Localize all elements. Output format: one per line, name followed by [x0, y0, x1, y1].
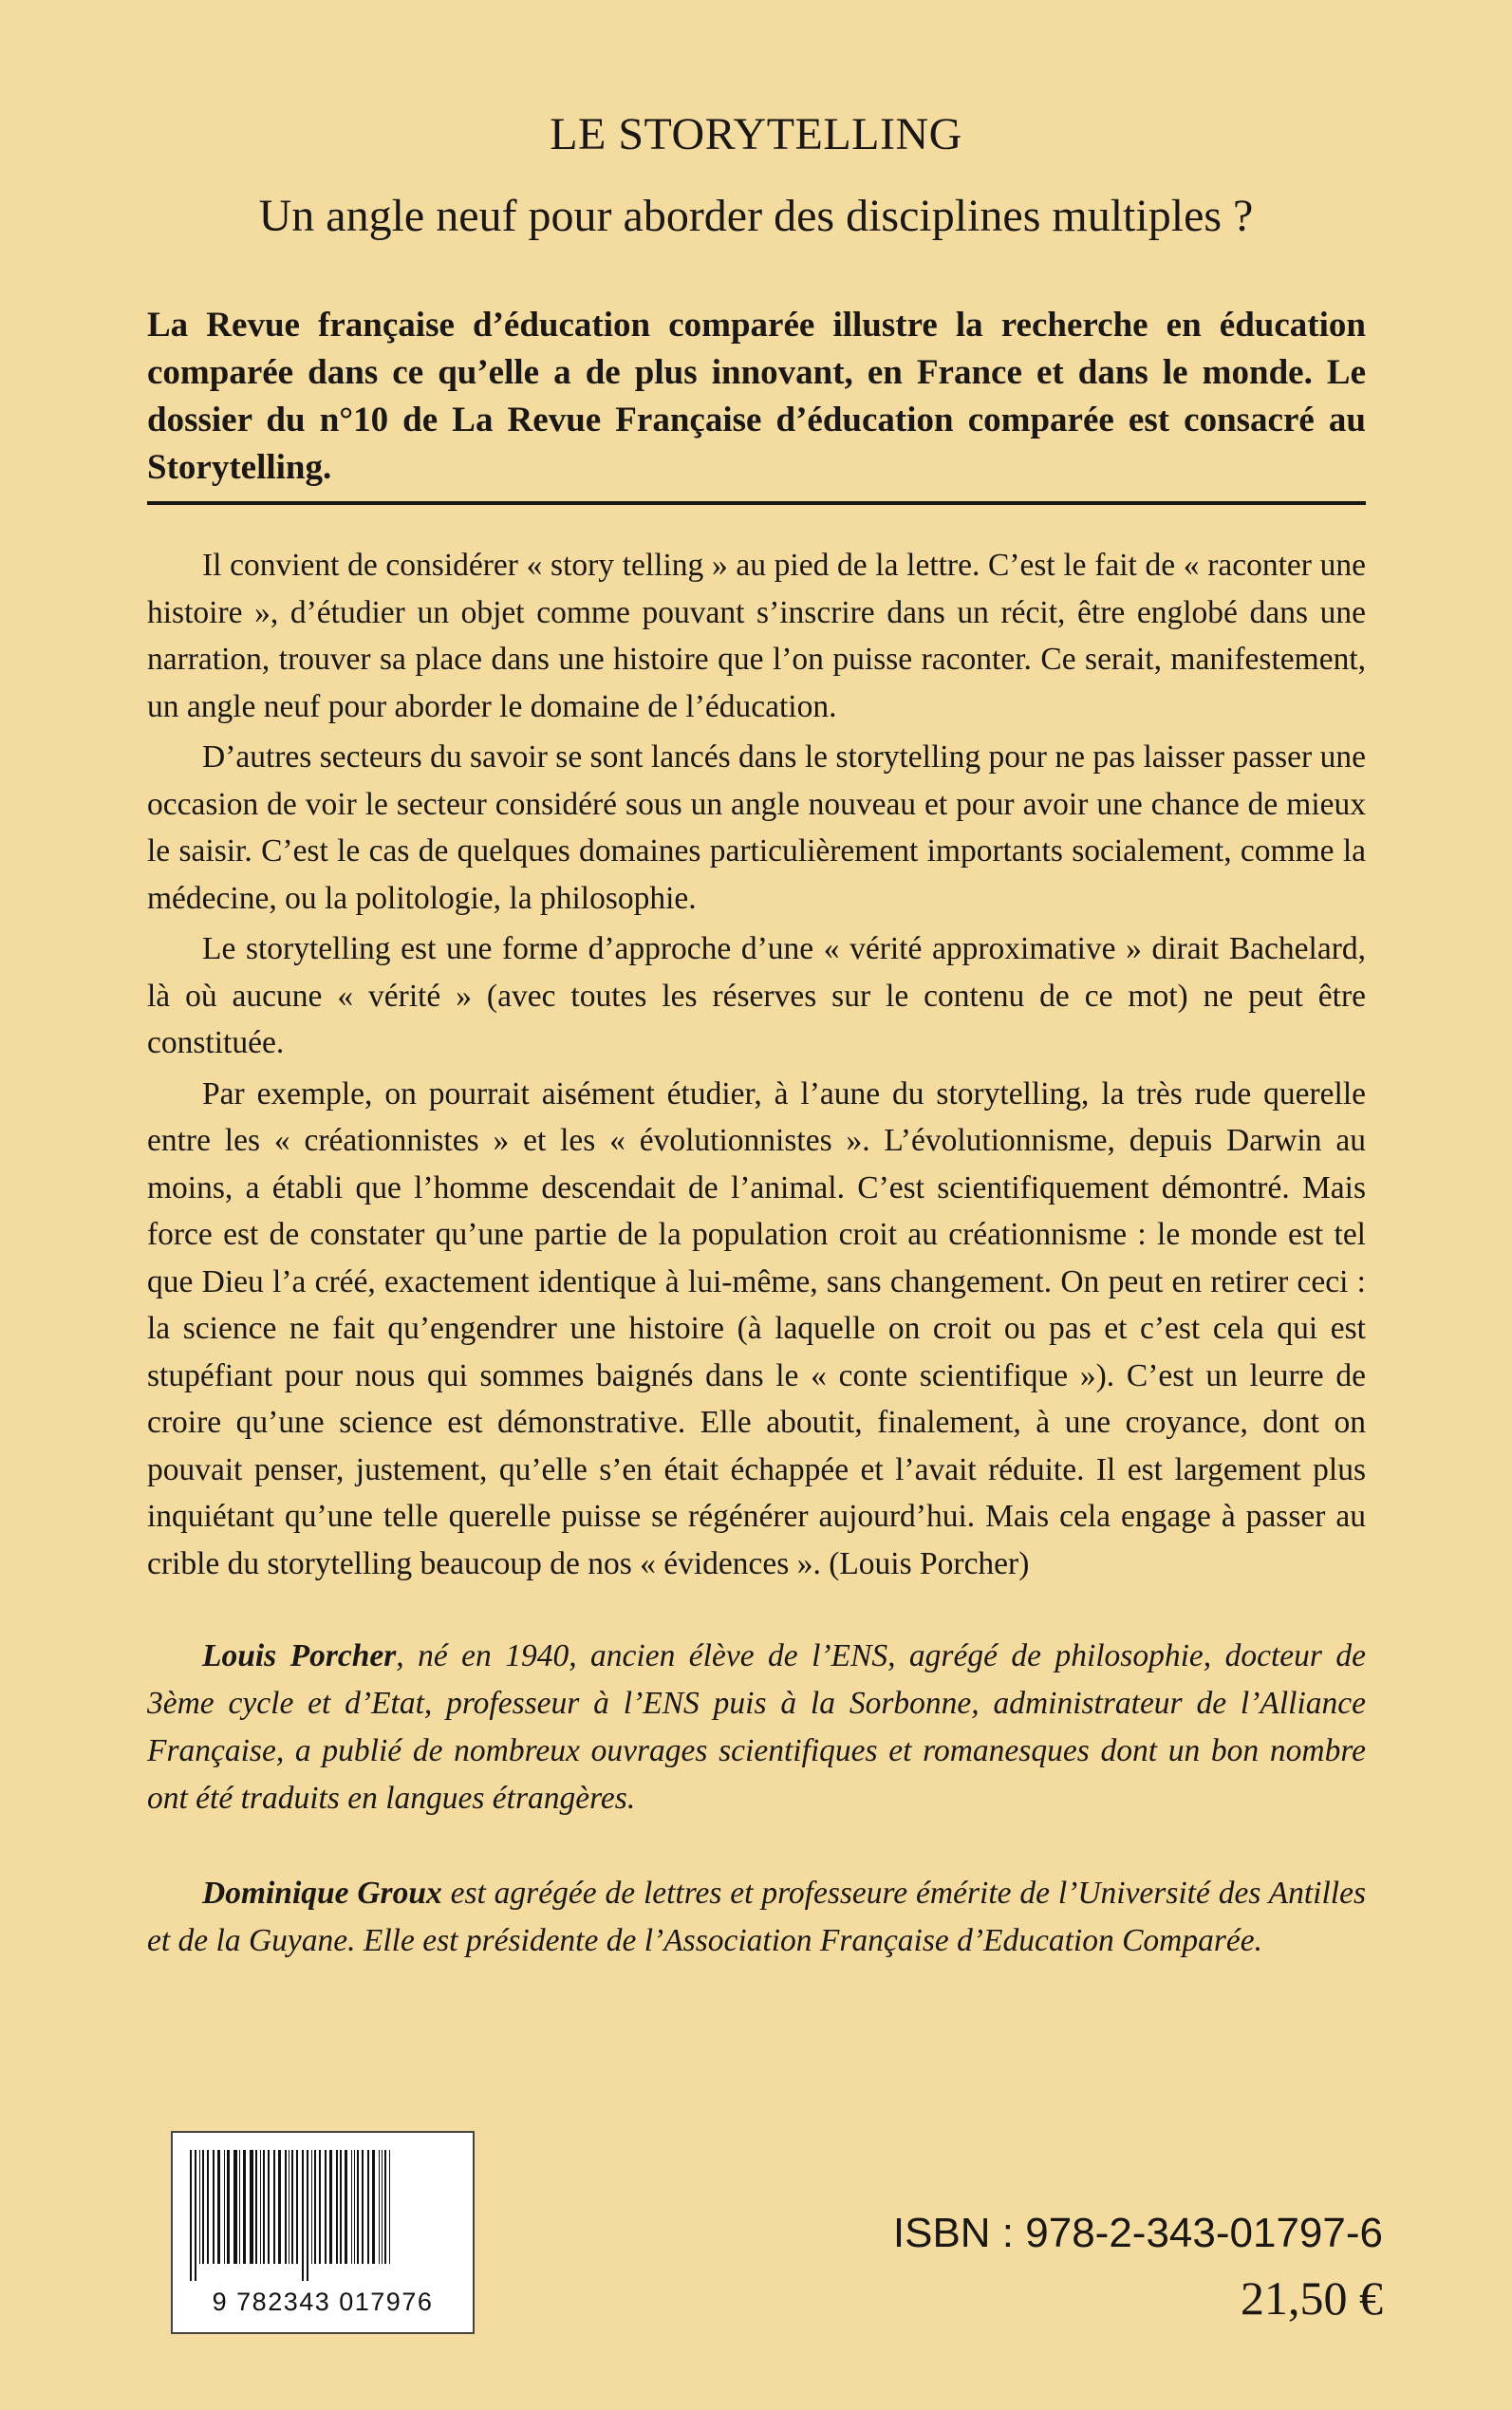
barcode-bar [278, 2150, 281, 2264]
barcode-bar [336, 2150, 338, 2264]
author-bio-porcher [147, 1633, 1366, 1822]
barcode-bar [382, 2150, 383, 2264]
barcode-bar [217, 2150, 220, 2264]
barcode-bar [329, 2150, 332, 2264]
barcode-bar [367, 2150, 369, 2264]
barcode-bar [213, 2150, 215, 2264]
barcode-bar [296, 2150, 298, 2264]
barcode-guard-bar [307, 2150, 308, 2281]
book-subtitle: Un angle neuf pour aborder des disciplines multiples ? [258, 191, 1254, 241]
author-bio-text: est agrégée de lettres et professeure émérite de l’Université des Antilles et de la Guyane. Elle est présidente de l’Association Française d’Education Comparée. [147, 1876, 1366, 1958]
barcode-guard-bar [195, 2150, 196, 2281]
barcode-bar [233, 2150, 237, 2264]
barcode-bar [345, 2150, 347, 2264]
barcode-bar [239, 2150, 240, 2264]
price: 21,50 € [1241, 2271, 1383, 2325]
barcode-bar [285, 2150, 287, 2264]
barcode-guard-bar [190, 2150, 192, 2281]
barcode-bar [224, 2150, 225, 2264]
barcode-bar [260, 2150, 261, 2264]
barcode-bars [182, 2150, 463, 2281]
barcode-guard-bar [302, 2150, 304, 2281]
barcode-bar [354, 2150, 355, 2264]
body-paragraph: Par exemple, on pourrait aisément étudier, à l’aune du storytelling, la très rude querelle entre les « créationnistes » et les « évolutionnistes ». L’évolutionnisme, depuis Darwin au moins, a établi que l’homme descendait de l’animal. C’est scientifiquement démontré. Mais force est de constater qu’une partie de la population croit au créationnisme : le monde est tel que Dieu l’a créé, exactement identique à lui-même, sans changement. On peut en retirer ceci : la science ne fait qu’engendrer une histoire (à laquelle on croit ou pas et c’est cela qui est stupéfiant pour nous qui sommes baignés dans le « conte scientifique »). C’est un leurre de croire qu’une science est démonstrative. Elle aboutit, finalement, à une croyance, dont on pouvait penser, justement, qu’elle s’en était échappée et l’avait réduite. Il est largement plus inquiétant qu’une telle querelle puisse se régénérer aujourd’hui. Mais cela engage à passer au crible du storytelling beaucoup de nos « évidences ». (Louis Porcher) [147, 1075, 1366, 1581]
barcode-bar [372, 2150, 375, 2264]
barcode-bar [268, 2150, 270, 2264]
barcode-digits: 9 782343 017976 [212, 2288, 434, 2316]
isbn: ISBN : 978-2-343-01797-6 [892, 2210, 1383, 2256]
barcode-bar [362, 2150, 364, 2264]
body-text [147, 542, 1366, 1591]
barcode-bar [357, 2150, 359, 2264]
body-paragraph: Le storytelling est une forme d’approche d’une « vérité approximative » dirait Bachelard, là où aucune « vérité » (avec toutes les réserves sur le contenu de ce mot) ne peut être constituée. [147, 931, 1366, 1060]
barcode-bar [325, 2150, 327, 2264]
author-name: Louis Porcher [202, 1638, 397, 1673]
barcode-bar [227, 2150, 230, 2264]
barcode-bar [379, 2150, 380, 2264]
barcode-bar [314, 2150, 316, 2264]
barcode-bar [319, 2150, 321, 2264]
barcode-bar [340, 2150, 342, 2264]
barcode-bar [250, 2150, 253, 2264]
barcode-bar [243, 2150, 246, 2264]
barcode [171, 2131, 475, 2334]
barcode-bar [263, 2150, 265, 2264]
barcode-bar [255, 2150, 257, 2264]
barcode-bar [273, 2150, 275, 2264]
body-paragraph: Il convient de considérer « story telling » au pied de la lettre. C’est le fait de « raconter une histoire », d’étudier un objet comme pouvant s’inscrire dans un récit, être englobé dans une narration, trouver sa place dans une histoire que l’on puisse raconter. Ce serait, manifestement, un angle neuf pour aborder le domaine de l’éducation. [147, 548, 1366, 724]
intro-paragraph [147, 302, 1366, 492]
divider-rule [147, 501, 1366, 505]
barcode-bar [199, 2150, 200, 2264]
barcode-bar [351, 2150, 352, 2264]
intro-text: La Revue française d’éducation comparée illustre la recherche en éducation comparée dans ce qu’elle a de plus innovant, en France et dans le monde. Le dossier du n°10 de La Revue Française d’éducation comparée est consacré au Storytelling. [147, 306, 1366, 487]
barcode-bar [202, 2150, 204, 2264]
book-title: LE STORYTELLING [550, 109, 962, 159]
barcode-bar [389, 2150, 390, 2264]
author-bio-text: , né en 1940, ancien élève de l’ENS, agrégé de philosophie, docteur de 3ème cycle et d’Etat, professeur à l’ENS puis à la Sorbonne, administrateur de l’Alliance Française, a publié de nombreux ouvrages scientifiques et romanesques dont un bon nombre ont été traduits en langues étrangères. [147, 1638, 1366, 1816]
author-name: Dominique Groux [202, 1876, 442, 1911]
barcode-bar [311, 2150, 312, 2264]
barcode-bar [384, 2150, 386, 2264]
body-paragraph: D’autres secteurs du savoir se sont lancés dans le storytelling pour ne pas laisser passer une occasion de voir le secteur considéré sous un angle nouveau et pour avoir une chance de mieux le saisir. C’est le cas de quelques domaines particulièrement importants socialement, comme la médecine, ou la politologie, la philosophie. [147, 739, 1366, 916]
barcode-bar [291, 2150, 293, 2264]
author-bio-groux [147, 1870, 1366, 1965]
barcode-bar [207, 2150, 209, 2264]
